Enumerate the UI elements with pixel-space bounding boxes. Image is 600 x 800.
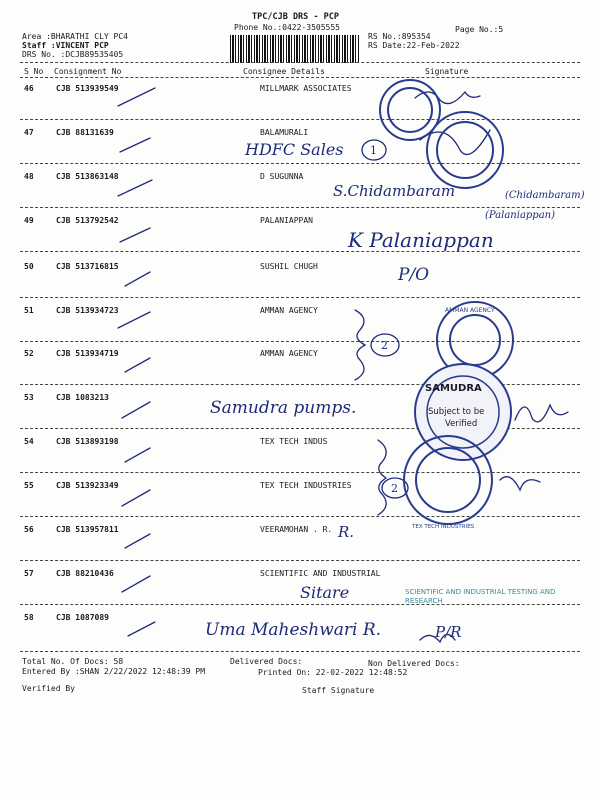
col-sno: S No [24,67,44,76]
row-consignee: AMMAN AGENCY [260,306,318,315]
row-consignment: CJB 513957811 [56,525,119,534]
row-sno: 50 [24,262,34,271]
row-consignment: CJB 513863148 [56,172,119,181]
samudra-stamp-line1: Subject to be [428,407,485,417]
row-sno: 51 [24,306,34,315]
row-consignee: TEX TECH INDUSTRIES [260,481,352,490]
row-sno: 55 [24,481,34,490]
row-consignee: PALANIAPPAN [260,216,313,225]
handwriting-veeramohan-r: R. [338,523,355,541]
handwriting-uma: Uma Maheshwari R. [205,620,382,640]
col-consignee: Consignee Details [243,67,325,76]
handwriting-po: P/O [398,265,430,285]
handwriting-hdfc: HDFC Sales [245,140,344,159]
handwriting-pr: P/R [435,623,462,641]
handwriting-chidambaram: S.Chidambaram [333,182,456,200]
row-consignment: CJB 1087089 [56,613,109,622]
row-consignee: TEX TECH INDUS [260,437,328,446]
row-consignee: SCIENTIFIC AND INDUSTRIAL [260,569,381,578]
col-signature: Signature [425,67,469,76]
row-sno: 52 [24,349,34,358]
staff-label: Staff :VINCENT PCP [22,41,109,50]
circle-number: 2 [381,339,388,352]
handwriting-chidambaram-note: (Chidambaram) [505,190,585,201]
balamurali-stamp [427,112,503,188]
phone-number: Phone No.:0422-3505555 [234,23,340,32]
row-sno: 58 [24,613,34,622]
row-consignment: CJB 513934723 [56,306,119,315]
row-sno: 47 [24,128,34,137]
samudra-stamp-name: SAMUDRA [425,383,482,394]
samudra-stamp-line2: Verified [445,419,478,429]
row-sno: 48 [24,172,34,181]
staff-signature: Staff Signature [302,686,375,695]
non-delivered-docs: Non Delivered Docs: [368,659,460,668]
document-title: TPC/CJB DRS - PCP [252,12,339,22]
row-sno: 46 [24,84,34,93]
row-consignment: CJB 513923349 [56,481,119,490]
scientific-stamp: SCIENTIFIC AND INDUSTRIAL TESTING AND RESEARCH [405,588,556,605]
entered-by: Entered By :SHAN 2/22/2022 12:48:39 PM [22,667,206,676]
row-consignee: SUSHIL CHUGH [260,262,318,271]
row-consignment: CJB 513792542 [56,216,119,225]
row-sno: 57 [24,569,34,578]
col-consignment: Consignment No [54,67,122,76]
rs-date: RS Date:22-Feb-2022 [368,41,460,50]
row-consignment: CJB 1083213 [56,393,109,402]
printed-on: Printed On: 22-02-2022 12:48:52 [258,668,408,677]
rs-number: RS No.:895354 [368,32,431,41]
handwriting-samudra: Samudra pumps. [210,398,357,418]
row-consignee: MILLMARK ASSOCIATES [260,84,352,93]
handwriting-sitare: Sitare [300,583,350,602]
row-consignee: BALAMURALI [260,128,309,137]
row-consignee: VEERAMOHAN . R. [260,525,333,534]
row-sno: 53 [24,393,34,402]
row-consignment: CJB 513934719 [56,349,119,358]
row-consignment: CJB 88210436 [56,569,114,578]
row-consignment: CJB 513893198 [56,437,119,446]
delivered-docs: Delivered Docs: [230,657,303,666]
drs-number: DRS No. :DCJB89535405 [22,50,124,59]
textech-stamp-text: TEX TECH INDUSTRIES [412,524,475,530]
area-label: Area :BHARATHI CLY PC4 [22,32,128,41]
row-consignment: CJB 513939549 [56,84,119,93]
row-sno: 54 [24,437,34,446]
circle-number: 2 [391,482,398,495]
handwriting-palaniappan: K Palaniappan [348,228,494,252]
verified-by: Verified By [22,684,75,693]
row-consignment: CJB 88131639 [56,128,114,137]
circle-number: 1 [370,144,377,157]
row-consignee: D SUGUNNA [260,172,304,181]
row-sno: 49 [24,216,34,225]
total-docs: Total No. Of Docs: 58 [22,657,124,666]
row-consignee: AMMAN AGENCY [260,349,318,358]
row-sno: 56 [24,525,34,534]
page-number: Page No.:5 [455,25,504,34]
handwriting-palaniappan-note: (Palaniappan) [485,210,556,221]
row-consignment: CJB 513716815 [56,262,119,271]
amman-stamp-text: AMMAN AGENCY [445,307,495,314]
